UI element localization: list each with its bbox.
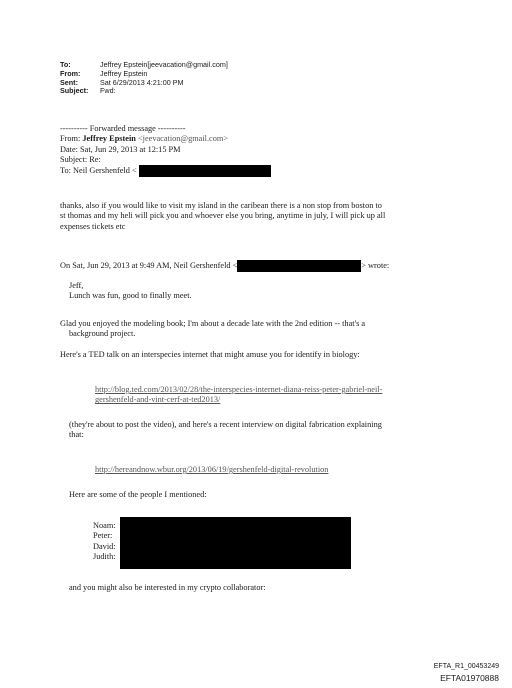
email-header: [60, 61, 228, 96]
video-paragraph: [69, 420, 509, 441]
people-intro-text: Here are some of the people I mentioned:: [69, 490, 207, 499]
person-label: Peter:: [93, 531, 113, 541]
people-intro: [69, 490, 207, 500]
reply-line-3: expenses tickets etc: [60, 221, 126, 231]
from-value: Jeffrey Epstein: [100, 68, 148, 78]
person-label: Noam:: [93, 521, 116, 530]
person-label: Judith:: [93, 551, 116, 561]
salutation: Jeff,: [69, 281, 84, 290]
forward-separator: ---------- Forwarded message ----------: [60, 124, 186, 133]
forward-from-label: From:: [60, 134, 83, 144]
crypto-line: [69, 583, 266, 593]
footer-id-1: EFTA_R1_00453249: [433, 663, 499, 670]
quote-greeting: [69, 281, 192, 302]
wbur-link[interactable]: http://hereandnow.wbur.org/2013/06/19/gershenfeld-digital-revolution: [95, 465, 329, 474]
ted-link-block: [95, 385, 505, 406]
ted-link-line-2[interactable]: gershenfeld-and-vint-cerf-at-ted2013/: [95, 395, 221, 405]
modeling-line-2: background project.: [69, 329, 136, 339]
people-list: [93, 521, 116, 562]
forward-subject: Subject: Re:: [60, 154, 101, 164]
forwarded-message-header: [60, 124, 271, 177]
subject-label: Subject:: [60, 86, 89, 96]
forward-to: To: Neil Gershenfeld <: [60, 166, 137, 176]
sent-label: Sent:: [60, 77, 78, 87]
video-line-2: that:: [69, 430, 84, 440]
ted-link-line-1[interactable]: http://blog.ted.com/2013/02/28/the-interspecies-internet-diana-reiss-peter-gabriel-neil-: [95, 385, 383, 394]
video-line-1: (they're about to post the video), and here's a recent interview on digital fabrication explaining: [69, 420, 382, 429]
crypto-text: and you might also be interested in my crypto collaborator:: [69, 583, 266, 592]
reply-body: [60, 201, 500, 232]
ted-intro: [60, 350, 505, 360]
footer-id-2: EFTA01970888: [440, 673, 499, 683]
reply-line-1: thanks, also if you would like to visit my island in the caribean there is a non stop from boston to: [60, 201, 382, 210]
subject-value: Fwd:: [100, 86, 116, 96]
header-subject-row: [60, 87, 228, 96]
redaction-box: [139, 165, 271, 177]
forward-date: Date: Sat, Jun 29, 2013 at 12:15 PM: [60, 144, 181, 154]
wbur-link-block: [95, 465, 328, 475]
sent-value: Sat 6/29/2013 4:21:00 PM: [100, 77, 184, 87]
from-label: From:: [60, 68, 81, 78]
to-label: To:: [60, 60, 71, 69]
ted-intro-text: Here's a TED talk on an interspecies internet that might amuse you for identify in biology:: [60, 350, 360, 359]
modeling-paragraph: [60, 319, 505, 340]
redaction-box: [237, 260, 361, 272]
modeling-line-1: Glad you enjoyed the modeling book; I'm about a decade late with the 2nd edition -- that's a: [60, 319, 366, 328]
forward-from-name: Jeffrey Epstein: [82, 134, 136, 144]
forward-from-email: <jeevacation@gmail.com>: [135, 134, 229, 144]
to-value: Jeffrey Epstein[jeevacation@gmail.com]: [100, 60, 228, 69]
attribution-end: > wrote:: [361, 260, 390, 270]
attribution-text: On Sat, Jun 29, 2013 at 9:49 AM, Neil Gershenfeld <: [60, 260, 238, 270]
quote-attribution: [60, 260, 500, 272]
reply-line-2: st thomas and my heli will pick you and whoever else you bring, anytime in july, I will pick up all: [60, 211, 386, 221]
redaction-box: [120, 517, 351, 569]
forward-from-line: [60, 134, 271, 144]
forward-to-line: [60, 165, 271, 177]
lunch-line: Lunch was fun, good to finally meet.: [69, 291, 192, 301]
attribution-line: [60, 260, 500, 272]
person-label: David:: [93, 541, 116, 551]
